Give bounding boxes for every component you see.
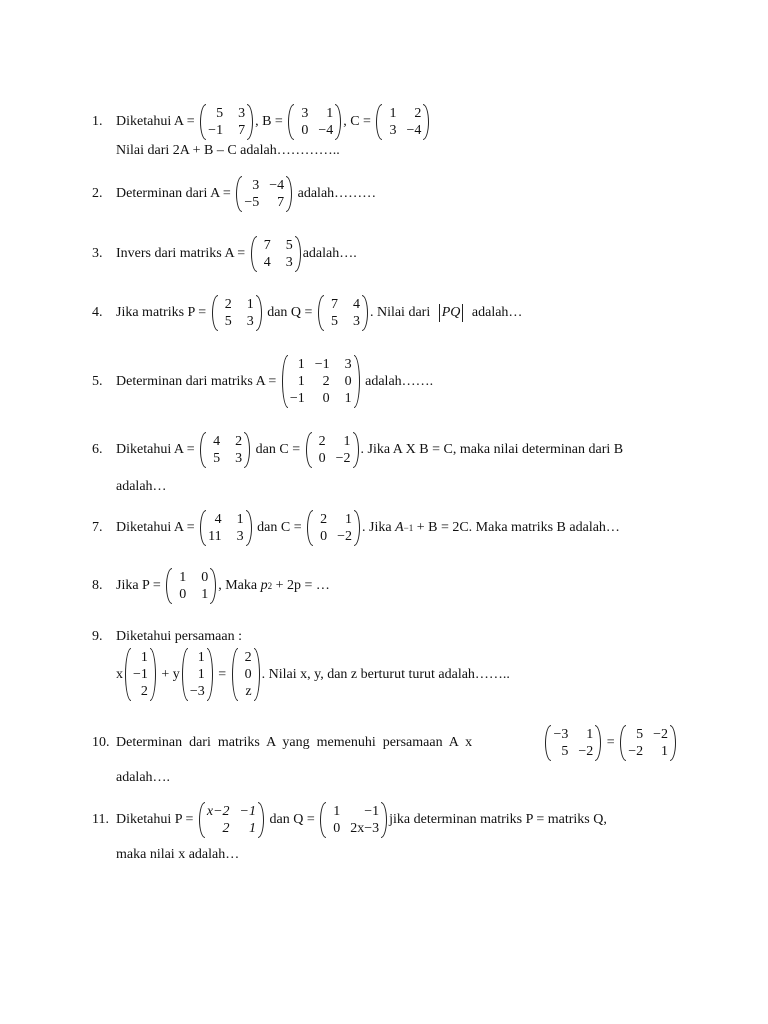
matrix-entry: 1 bbox=[661, 744, 668, 759]
question-number: 9. bbox=[92, 629, 103, 644]
matrix-a bbox=[200, 104, 253, 140]
right-bracket bbox=[246, 510, 252, 546]
matrix-entry: 1 bbox=[297, 374, 305, 389]
matrix-c bbox=[307, 510, 360, 546]
matrix-entry: 11 bbox=[208, 529, 222, 544]
matrix-entry: 1 bbox=[586, 727, 594, 742]
question-number: 11. bbox=[92, 812, 109, 827]
matrix-entry: −1 bbox=[289, 391, 305, 406]
matrix-entry: −4 bbox=[406, 123, 422, 138]
matrix-entry: 1 bbox=[343, 434, 351, 449]
matrix-entry: −1 bbox=[314, 357, 330, 372]
matrix-entry: 2 bbox=[235, 434, 243, 449]
matrix-entry: 1 bbox=[345, 512, 353, 527]
question-text: dan Q = bbox=[266, 812, 319, 827]
matrix-entry: −3 bbox=[553, 727, 569, 742]
question-7: 7. Diketahui A = 4 1 11 3 dan C = 2 1 0 −2 . Jika A −1 + B = 2C. Maka matriks B adalah… bbox=[92, 512, 620, 544]
question-number: 8. bbox=[92, 578, 103, 593]
right-bracket bbox=[354, 355, 360, 408]
matrix-entry: 7 bbox=[263, 238, 271, 253]
question-text: + y bbox=[157, 666, 180, 682]
question-text: + B = 2C. Maka matriks B adalah… bbox=[413, 520, 620, 535]
right-bracket bbox=[354, 510, 360, 546]
matrix-m2 bbox=[620, 725, 676, 761]
matrix-entry: 1 bbox=[249, 821, 256, 836]
question-number: 6. bbox=[92, 442, 103, 457]
matrix-entry: 5 bbox=[285, 238, 293, 253]
matrix-entry: 2 bbox=[140, 684, 148, 699]
matrix-entry: 5 bbox=[330, 314, 338, 329]
matrix-c bbox=[376, 104, 429, 140]
matrix-entry: 1 bbox=[326, 106, 334, 121]
matrix-entry: 0 bbox=[179, 587, 187, 602]
question-text: Diketahui A = bbox=[116, 520, 199, 535]
matrix-b bbox=[288, 104, 341, 140]
question-text: adalah……. bbox=[361, 373, 434, 389]
matrix-entry: 1 bbox=[140, 650, 148, 665]
matrix-entry: 1 bbox=[344, 391, 352, 406]
matrix-entry: 3 bbox=[238, 106, 246, 121]
right-bracket bbox=[210, 568, 216, 604]
right-bracket bbox=[207, 648, 213, 701]
question-text: Jika P = bbox=[116, 578, 165, 593]
right-bracket bbox=[247, 104, 253, 140]
question-text: , C = bbox=[343, 114, 375, 129]
question-text: jika determinan matriks P = matriks Q, bbox=[389, 812, 607, 827]
matrix-entry: 4 bbox=[352, 297, 360, 312]
matrix-q bbox=[320, 802, 387, 838]
right-bracket bbox=[295, 236, 301, 272]
matrix-entry: 0 bbox=[322, 391, 330, 406]
matrix-entry: 1 bbox=[197, 667, 205, 682]
right-bracket bbox=[286, 176, 292, 212]
question-number: 1. bbox=[92, 114, 103, 129]
matrix-entry: 3 bbox=[301, 106, 309, 121]
matrix-entry: −1 bbox=[239, 804, 256, 819]
matrix-entry: 7 bbox=[330, 297, 338, 312]
matrix-q bbox=[318, 295, 368, 331]
question-text: adalah… bbox=[468, 305, 523, 320]
question-5 bbox=[92, 355, 678, 408]
matrix-entry: 3 bbox=[235, 451, 243, 466]
question-text: adalah… bbox=[116, 479, 167, 494]
question-text: Diketahui persamaan : bbox=[116, 629, 242, 644]
matrix-entry: 4 bbox=[263, 255, 271, 270]
question-number: 10. bbox=[92, 735, 110, 750]
matrix-entry: 5 bbox=[213, 451, 221, 466]
matrix-entry: 3 bbox=[236, 529, 244, 544]
right-bracket bbox=[256, 295, 262, 331]
question-4 bbox=[92, 295, 678, 331]
question-text: adalah……… bbox=[294, 186, 377, 201]
matrix-entry: −2 bbox=[628, 744, 644, 759]
matrix-c bbox=[306, 432, 359, 468]
matrix-entry: 0 bbox=[244, 667, 252, 682]
question-text: Determinan dari matriks A yang memenuhi persamaan A x bbox=[116, 735, 473, 750]
right-bracket bbox=[150, 648, 156, 701]
vector-1 bbox=[125, 648, 156, 701]
matrix-a bbox=[200, 510, 251, 546]
matrix-entry: −1 bbox=[364, 804, 380, 819]
question-2 bbox=[92, 176, 678, 212]
equals-sign: = bbox=[214, 666, 230, 682]
question-number: 3. bbox=[92, 246, 103, 261]
question-text: . Jika bbox=[362, 520, 396, 535]
matrix-entry: −2 bbox=[335, 451, 351, 466]
matrix-entry: 2 bbox=[320, 512, 328, 527]
matrix-entry: 1 bbox=[297, 357, 305, 372]
matrix-entry: −4 bbox=[318, 123, 334, 138]
matrix-entry: 4 bbox=[214, 512, 222, 527]
question-6 bbox=[92, 432, 678, 498]
matrix-entry: 1 bbox=[389, 106, 397, 121]
question-10 bbox=[92, 725, 678, 789]
question-text: . Jika A X B = C, maka nilai determinan dari B bbox=[360, 442, 624, 457]
question-text: dan Q = bbox=[263, 305, 316, 320]
question-text: maka nilai x adalah… bbox=[116, 847, 240, 862]
question-text: Diketahui A = bbox=[116, 442, 199, 457]
question-11 bbox=[92, 802, 678, 866]
right-bracket bbox=[353, 432, 359, 468]
matrix-entry: 5 bbox=[216, 106, 224, 121]
vector-2 bbox=[182, 648, 213, 701]
question-text: , Maka bbox=[218, 578, 261, 593]
question-text: Determinan dari A = bbox=[116, 186, 235, 201]
matrix-entry: −5 bbox=[244, 195, 260, 210]
question-text: + 2p = … bbox=[272, 578, 330, 593]
matrix-entry: 1 bbox=[201, 587, 209, 602]
matrix-entry: 2 bbox=[244, 650, 252, 665]
matrix-p bbox=[199, 802, 264, 838]
matrix-entry: 1 bbox=[179, 570, 187, 585]
vector-3 bbox=[232, 648, 260, 701]
matrix-entry: −1 bbox=[133, 667, 148, 682]
right-bracket bbox=[381, 802, 387, 838]
matrix-entry: 3 bbox=[246, 314, 254, 329]
matrix-entry: x−2 bbox=[206, 804, 230, 819]
matrix-entry: 0 bbox=[320, 529, 328, 544]
matrix-entry: 0 bbox=[201, 570, 209, 585]
question-1 bbox=[92, 104, 678, 162]
matrix-p bbox=[166, 568, 216, 604]
question-8: 8. Jika P = 1 0 0 1 , Maka p 2 + 2p = … bbox=[92, 570, 330, 602]
matrix-entry: 1 bbox=[236, 512, 244, 527]
right-bracket bbox=[423, 104, 429, 140]
matrix-entry: 1 bbox=[333, 804, 341, 819]
question-text: adalah…. bbox=[116, 770, 171, 785]
matrix-entry: 3 bbox=[352, 314, 360, 329]
matrix-entry: −3 bbox=[189, 684, 205, 699]
matrix-entry: 0 bbox=[301, 123, 309, 138]
matrix-entry: 3 bbox=[285, 255, 293, 270]
matrix-entry: 5 bbox=[636, 727, 644, 742]
right-bracket bbox=[670, 725, 676, 761]
right-bracket bbox=[254, 648, 260, 701]
question-text: dan C = bbox=[252, 442, 304, 457]
matrix-entry: 5 bbox=[224, 314, 232, 329]
matrix-m1 bbox=[545, 725, 601, 761]
matrix-p bbox=[212, 295, 262, 331]
variable-x: x bbox=[116, 666, 123, 682]
matrix-entry: z bbox=[245, 684, 252, 699]
matrix-entry: 1 bbox=[246, 297, 254, 312]
question-text: Diketahui P = bbox=[116, 812, 197, 827]
question-number: 5. bbox=[92, 373, 103, 389]
question-number: 7. bbox=[92, 520, 103, 535]
question-text: . Nilai dari bbox=[369, 305, 434, 320]
question-number: 4. bbox=[92, 305, 103, 320]
question-text: Jika matriks P = bbox=[116, 305, 210, 320]
right-bracket bbox=[335, 104, 341, 140]
question-3 bbox=[92, 236, 678, 272]
matrix-entry: −2 bbox=[653, 727, 668, 742]
matrix-entry: 7 bbox=[238, 123, 246, 138]
question-text: . Nilai x, y, dan z berturut turut adalah…….. bbox=[261, 666, 510, 682]
matrix-entry: 7 bbox=[277, 195, 285, 210]
question-text: Nilai dari 2A + B – C adalah………….. bbox=[116, 143, 340, 158]
matrix-entry: 0 bbox=[333, 821, 341, 836]
matrix-entry: 1 bbox=[197, 650, 205, 665]
matrix-entry: 0 bbox=[344, 374, 352, 389]
question-text: Invers dari matriks A = bbox=[116, 246, 249, 261]
determinant-pq bbox=[437, 304, 466, 322]
question-text: Diketahui A = bbox=[116, 114, 199, 129]
right-bracket bbox=[258, 802, 264, 838]
determinant-expression: PQ bbox=[441, 305, 461, 320]
equals-sign: = bbox=[603, 735, 619, 750]
question-text: Determinan dari matriks A = bbox=[116, 373, 280, 389]
right-bracket bbox=[244, 432, 250, 468]
matrix-a bbox=[251, 236, 301, 272]
matrix-entry: 2 bbox=[222, 821, 230, 836]
right-bracket bbox=[595, 725, 601, 761]
matrix-entry: −2 bbox=[578, 744, 594, 759]
variable-p: p bbox=[260, 578, 268, 593]
matrix-entry: 5 bbox=[561, 744, 569, 759]
matrix-entry: −2 bbox=[337, 529, 353, 544]
matrix-entry: 2 bbox=[322, 374, 330, 389]
question-number: 2. bbox=[92, 186, 103, 201]
matrix-entry: 4 bbox=[213, 434, 221, 449]
matrix-a bbox=[200, 432, 250, 468]
question-9 bbox=[92, 626, 678, 701]
matrix-entry: 3 bbox=[389, 123, 397, 138]
matrix-entry: 2 bbox=[224, 297, 232, 312]
question-text: dan C = bbox=[253, 520, 306, 535]
matrix-entry: 2x−3 bbox=[350, 821, 380, 836]
question-text: , B = bbox=[255, 114, 287, 129]
matrix-entry: 2 bbox=[414, 106, 422, 121]
matrix-entry: −4 bbox=[269, 178, 285, 193]
matrix-entry: −1 bbox=[208, 123, 224, 138]
question-text: adalah…. bbox=[302, 246, 357, 261]
matrix-a bbox=[282, 355, 360, 408]
right-bracket bbox=[362, 295, 368, 331]
matrix-entry: 0 bbox=[318, 451, 326, 466]
matrix-entry: 2 bbox=[318, 434, 326, 449]
matrix-entry: 3 bbox=[252, 178, 260, 193]
variable-a: A bbox=[395, 520, 404, 535]
matrix-a bbox=[236, 176, 292, 212]
matrix-entry: 3 bbox=[344, 357, 352, 372]
